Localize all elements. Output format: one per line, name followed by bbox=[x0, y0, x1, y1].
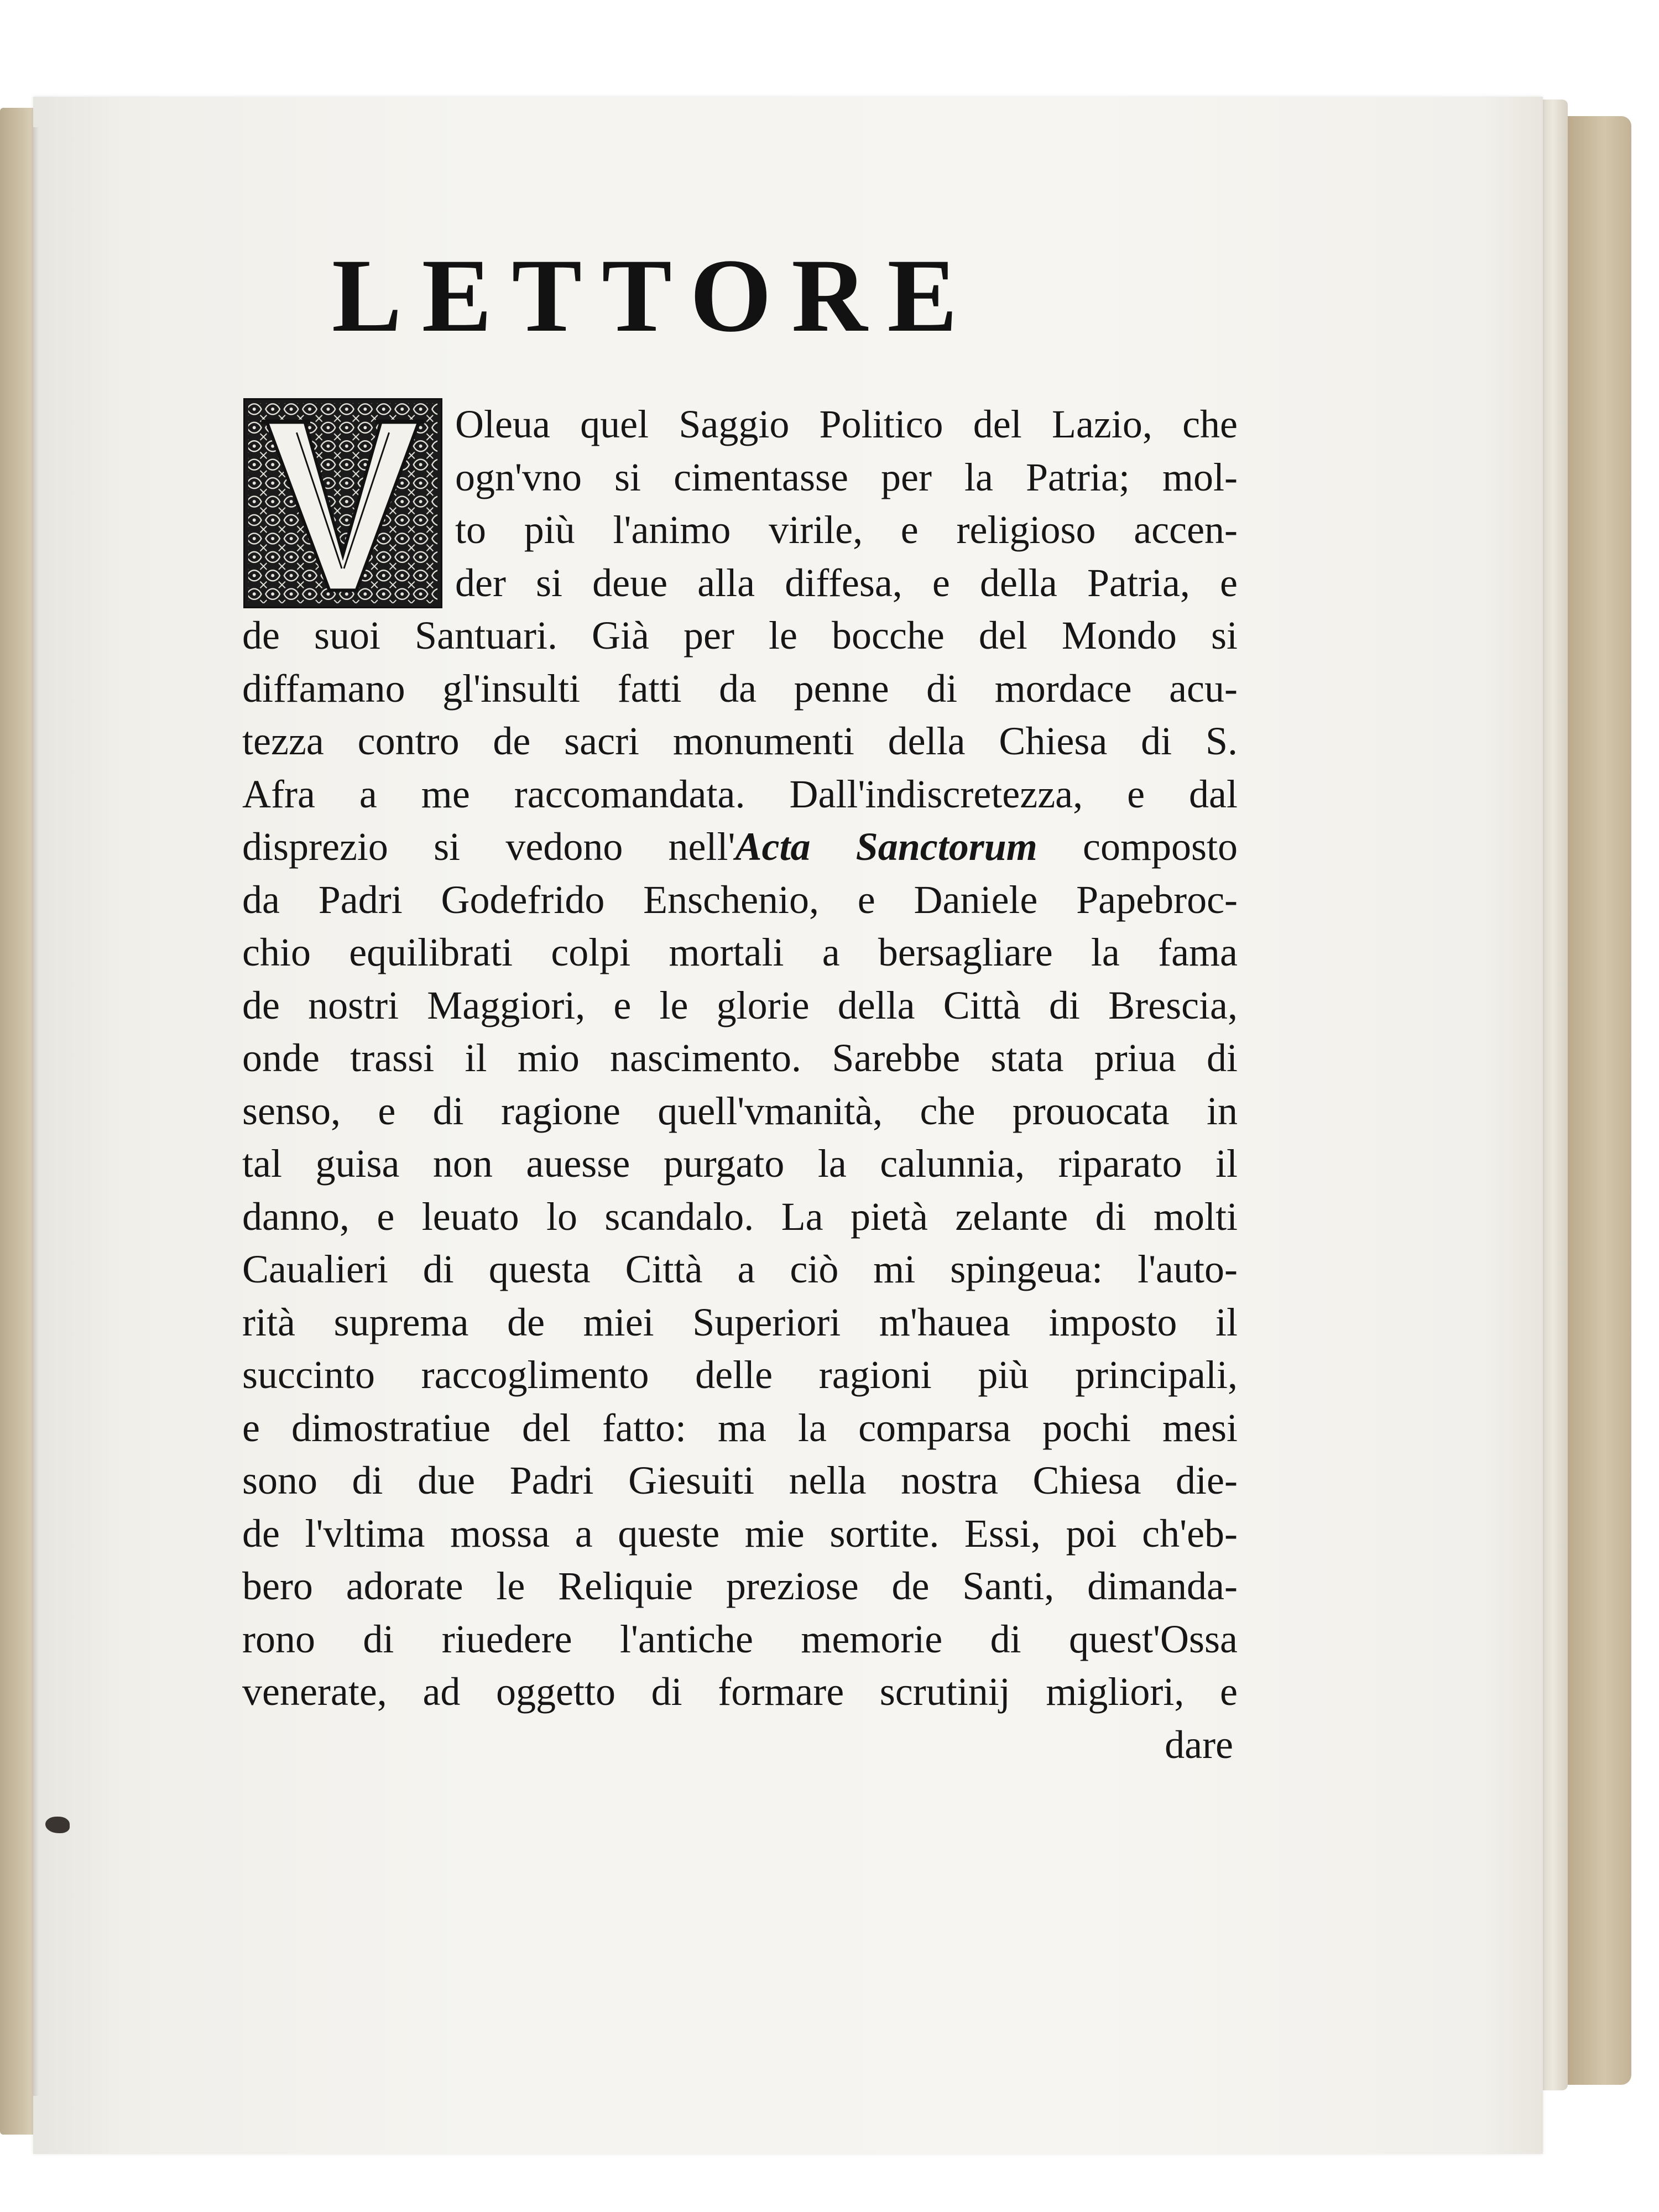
text-line: ogn'vno si cimentasse per la Patria; mol- bbox=[455, 455, 1238, 499]
text-line: Caualieri di questa Città a ciò mi spingeua: l'auto- bbox=[242, 1247, 1238, 1291]
text-line: de l'vltima mossa a queste mie sortite. Essi, poi ch'eb- bbox=[242, 1511, 1238, 1556]
italic-title: Acta Sanctorum bbox=[735, 825, 1037, 869]
text-line: Oleua quel Saggio Politico del Lazio, che bbox=[455, 402, 1238, 446]
text-line: venerate, ad oggetto di formare scrutinij migliori, e bbox=[242, 1670, 1238, 1714]
text-line: diffamano gl'insulti fatti da penne di mordace acu- bbox=[242, 666, 1238, 711]
page-title: LETTORE bbox=[332, 238, 978, 354]
text-line: Afra a me raccomandata. Dall'indiscretezza, e dal bbox=[242, 771, 1238, 816]
text-line: bero adorate le Reliquie preziose de Santi, dimanda- bbox=[242, 1564, 1238, 1608]
text-line: e dimostratiue del fatto: ma la comparsa pochi mesi bbox=[242, 1405, 1238, 1450]
text-line: der si deue alla diffesa, e della Patria, e bbox=[455, 560, 1238, 605]
text-line: danno, e leuato lo scandalo. La pietà zelante di molti bbox=[242, 1194, 1238, 1239]
text-line: senso, e di ragione quell'vmanità, che prouocata in bbox=[242, 1088, 1238, 1133]
text-line: de suoi Santuari. Già per le bocche del Mondo si bbox=[242, 613, 1238, 658]
text-line bbox=[242, 821, 1238, 874]
text-line-start: disprezio si vedono nell' bbox=[242, 825, 735, 869]
gutter-shadow bbox=[33, 127, 39, 2096]
body-text bbox=[242, 398, 1238, 1771]
catchword: dare bbox=[1165, 1722, 1233, 1767]
page-hole bbox=[45, 1817, 70, 1833]
text-line: chio equilibrati colpi mortali a bersagliare la fama bbox=[242, 930, 1238, 974]
text-line: rono di riuedere l'antiche memorie di quest'Ossa bbox=[242, 1616, 1238, 1661]
text-line-end: composto bbox=[1037, 825, 1238, 869]
text-line: tal guisa non auesse purgato la calunnia, riparato il bbox=[242, 1141, 1238, 1186]
text-line: onde trassi il mio nascimento. Sarebbe stata priua di bbox=[242, 1036, 1238, 1080]
text-line: tezza contro de sacri monumenti della Chiesa di S. bbox=[242, 719, 1238, 763]
text-line: sono di due Padri Giesuiti nella nostra Chiesa die- bbox=[242, 1458, 1238, 1503]
text-line: succinto raccoglimento delle ragioni più principali, bbox=[242, 1353, 1238, 1397]
text-line: de nostri Maggiori, e le glorie della Città di Brescia, bbox=[242, 983, 1238, 1027]
text-line: to più l'animo virile, e religioso accen- bbox=[455, 508, 1238, 552]
text-line: da Padri Godefrido Enschenio, e Daniele Papebroc- bbox=[242, 877, 1238, 922]
text-line: rità suprema de miei Superiori m'haueа imposto il bbox=[242, 1300, 1238, 1344]
